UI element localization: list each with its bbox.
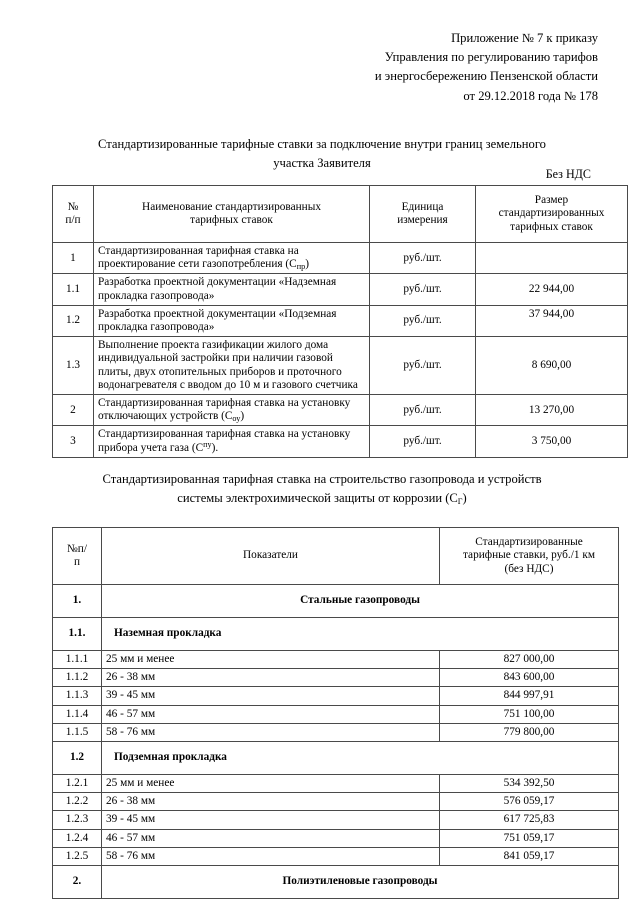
header-line-1: Приложение № 7 к приказу [451,31,598,45]
row-number: 1.1.3 [53,687,102,705]
table-row [53,705,619,723]
table-group-row [53,618,619,651]
table-2-header-row [53,528,619,585]
row-number: 1.1.1 [53,651,102,669]
table-group-row [53,585,619,618]
row-number: 2. [53,866,102,899]
row-label: 58 - 76 мм [102,723,440,741]
row-name: Стандартизированная тарифная ставка на проектирование сети газопотребления $(С_{пр})$ [94,243,370,274]
table-1-col-name-line-1: Наименование стандартизированных [142,200,321,213]
table-row [53,687,619,705]
document-header [298,29,598,106]
table-2-col-number-line-2: п [73,556,81,568]
table-1-col-unit [370,186,476,243]
table-row [53,337,628,395]
row-value: 22 944,00 [476,274,628,305]
row-number: 1.2 [53,305,94,336]
row-value: 534 392,50 [440,775,619,793]
table-1-header-row [53,186,628,243]
table-group-row [53,742,619,775]
row-value [476,243,628,274]
table-2-col-value-line-2: тарифные ставки, руб./1 км [462,549,596,562]
row-number: 3 [53,426,94,457]
row-unit: руб./шт. [370,337,476,395]
row-label: 46 - 57 мм [102,705,440,723]
row-unit: руб./шт. [370,274,476,305]
row-number: 1.1.2 [53,669,102,687]
table-row [53,723,619,741]
row-value: 779 800,00 [440,723,619,741]
row-unit: руб./шт. [370,395,476,426]
table-row [53,793,619,811]
row-number: 2 [53,395,94,426]
row-name: Выполнение проекта газификации жилого дома индивидуальной застройки при наличии газовой плиты, двух отопительных приборов и проточного водонагревателя с вводом до 10 м и газового счетчика [94,337,370,395]
row-number: 1.1.4 [53,705,102,723]
row-value: 617 725,83 [440,811,619,829]
table-row [53,426,628,457]
section-1-title-line-1: Стандартизированные тарифные ставки за подключение внутри границ земельного [98,137,546,151]
row-label: 58 - 76 мм [102,847,440,865]
table-1-col-number [53,186,94,243]
row-number: 1.1.5 [53,723,102,741]
table-1-col-name [94,186,370,243]
row-number: 1.2.3 [53,811,102,829]
table-1-col-number-line-2: п/п [65,214,81,226]
table-1-header [53,186,628,243]
section-2-title-line-1: Стандартизированная тарифная ставка на строительство газопровода и устройств [102,472,542,486]
table-1-col-value-line-3: тарифных ставок [510,220,593,233]
standardized-rates-table [52,185,628,458]
table-1-col-number-line-1: № [67,200,79,213]
header-line-4: от 29.12.2018 года № 178 [463,88,598,103]
row-label: 25 мм и менее [102,775,440,793]
row-label: 26 - 38 мм [102,793,440,811]
row-value: 3 750,00 [476,426,628,457]
table-2-body [53,585,619,899]
table-1-col-value-line-2: стандартизированных [498,207,605,220]
table-row [53,243,628,274]
table-group-row [53,866,619,899]
table-row [53,669,619,687]
table-row [53,811,619,829]
table-2-col-number [53,528,102,585]
header-line-3: и энергосбережению Пензенской области [374,69,598,84]
row-value: 844 997,91 [440,687,619,705]
header-line-2: Управления по регулированию тарифов [384,50,598,65]
row-unit: руб./шт. [370,426,476,457]
row-number: 1.1 [53,274,94,305]
table-2-col-value-line-3: (без НДС) [504,562,554,575]
table-row [53,847,619,865]
row-number: 1.2.2 [53,793,102,811]
section-1-title-line-2: участка Заявителя [273,156,371,170]
row-label: 39 - 45 мм [102,687,440,705]
row-value: 843 600,00 [440,669,619,687]
row-name: Стандартизированная тарифная ставка на установку прибора учета газа $(С^{пу})$. [94,426,370,457]
row-number: 1. [53,585,102,618]
row-value: 13 270,00 [476,395,628,426]
row-number: 1.2.5 [53,847,102,865]
row-value: 751 059,17 [440,829,619,847]
row-value: 37 944,00 [476,305,628,336]
table-1-col-unit-line-1: Единица [401,200,444,213]
table-2-col-indicator: Показатели [102,528,440,585]
row-label: 26 - 38 мм [102,669,440,687]
row-name: Разработка проектной документации «Надземная прокладка газопровода» [94,274,370,305]
row-number: 1.2.4 [53,829,102,847]
section-2-title-line-2: системы электрохимической защиты от коррозии $(С_Г)$ [177,491,467,506]
table-row [53,775,619,793]
pipeline-rates-table [52,527,619,899]
table-row [53,395,628,426]
vat-note: Без НДС [545,167,591,181]
row-label: 25 мм и менее [102,651,440,669]
row-value: 8 690,00 [476,337,628,395]
table-row [53,274,628,305]
row-number: 1.2 [53,742,102,775]
row-label: 46 - 57 мм [102,829,440,847]
row-number: 1 [53,243,94,274]
row-value: 827 000,00 [440,651,619,669]
row-name: Разработка проектной документации «Подземная прокладка газопровода» [94,305,370,336]
table-row [53,305,628,336]
row-label: 39 - 45 мм [102,811,440,829]
group-label: Наземная прокладка [102,618,619,651]
table-1-body [53,243,628,458]
table-1-col-value [476,186,628,243]
table-row [53,651,619,669]
row-unit: руб./шт. [370,243,476,274]
group-label: Подземная прокладка [102,742,619,775]
row-name: Стандартизированная тарифная ставка на установку отключающих устройств $(С_{оу})$ [94,395,370,426]
row-unit: руб./шт. [370,305,476,336]
row-number: 1.1. [53,618,102,651]
section-2-title [52,470,592,509]
table-1-col-value-line-1: Размер [534,194,569,207]
table-1-col-unit-line-2: измерения [397,214,448,226]
group-label: Стальные газопроводы [102,585,619,618]
table-1-col-name-line-2: тарифных ставок [190,214,273,226]
row-number: 1.3 [53,337,94,395]
table-2-col-number-line-1: №п/ [67,542,87,555]
row-value: 841 059,17 [440,847,619,865]
group-label: Полиэтиленовые газопроводы [102,866,619,899]
table-row [53,829,619,847]
table-2-col-value-line-1: Стандартизированные [475,536,583,549]
row-value: 576 059,17 [440,793,619,811]
row-value: 751 100,00 [440,705,619,723]
row-number: 1.2.1 [53,775,102,793]
table-2-header [53,528,619,585]
table-2-col-value [440,528,619,585]
